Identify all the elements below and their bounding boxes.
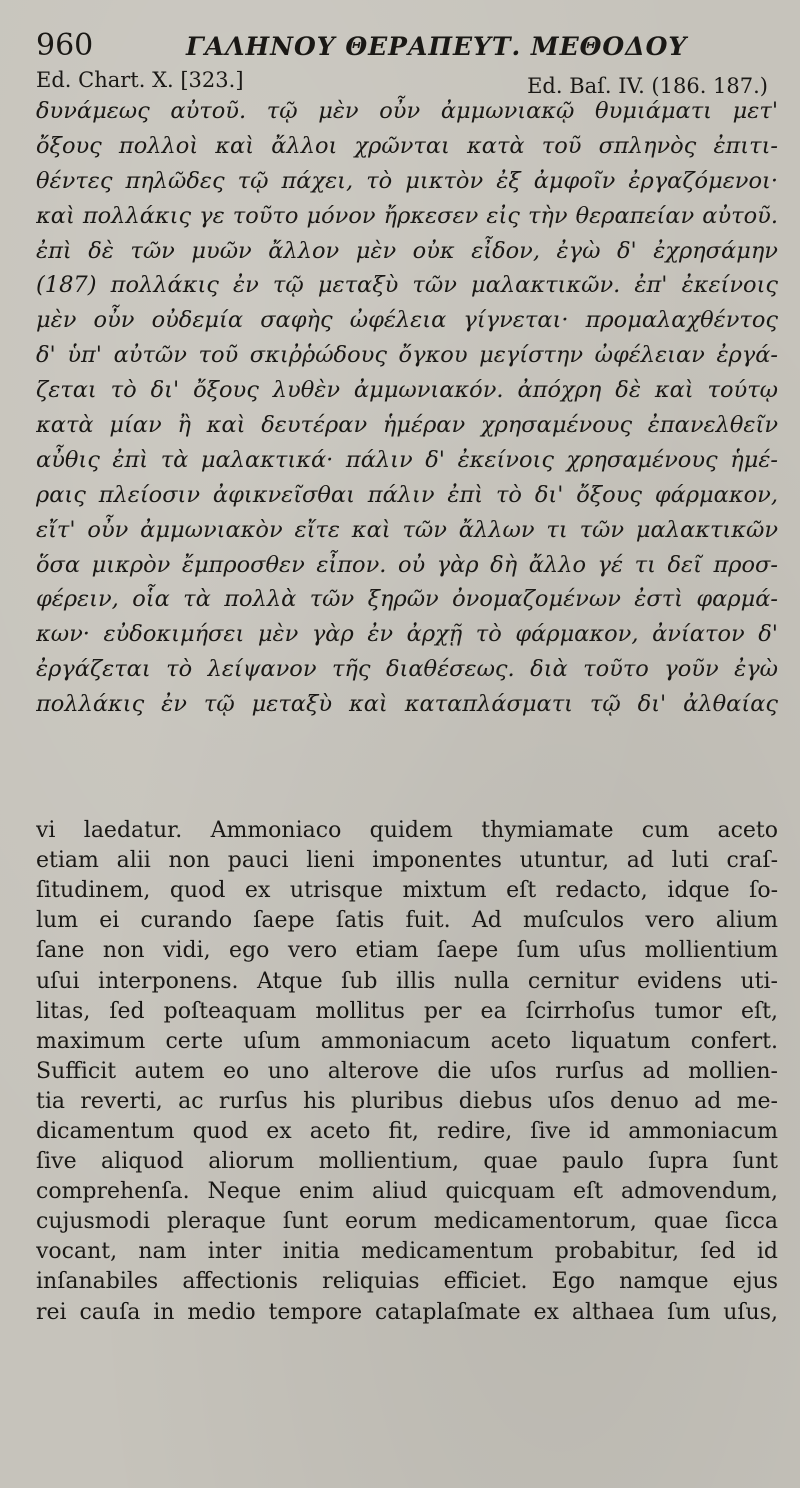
greek-text-line: δυνάμεως αὐτοῦ. τῷ μὲν οὖν ἀμμωνιακῷ θυμιάματι μετ'	[36, 98, 778, 124]
latin-text-line: comprehenſa. Neque enim aliud quicquam eſt admovendum,	[36, 1179, 778, 1205]
page-number: 960	[36, 28, 94, 63]
greek-text-line: ἐργάζεται τὸ λείψανον τῆς διαθέσεως. διὰ τοῦτο γοῦν ἐγὼ	[36, 656, 778, 683]
latin-text-line: uſui interponens. Atque ſub illis nulla cernitur evidens uti-	[36, 968, 778, 994]
edition-basel-ref: Ed. Baſ. IV. (186. 187.)	[527, 74, 768, 98]
greek-text-line: κατὰ μίαν ἢ καὶ δευτέραν ἡμέραν χρησαμένους ἐπανελθεῖν	[36, 412, 778, 439]
latin-text-line: tia reverti, ac rurſus his pluribus diebus uſos denuo ad me-	[36, 1088, 778, 1114]
page-header	[36, 28, 778, 68]
latin-text-line: vocant, nam inter initia medicamentum probabitur, ſed id	[36, 1239, 778, 1265]
latin-text-block	[36, 816, 778, 1328]
greek-text-line: (187) πολλάκις ἐν τῷ μεταξὺ τῶν μαλακτικῶν. ἐπ' ἐκείνοις	[36, 272, 778, 299]
greek-text-line: πολλάκις ἐν τῷ μεταξὺ καὶ καταπλάσματι τῷ δι' ἀλθαίας	[36, 691, 778, 718]
latin-text-line: rei cauſa in medio tempore cataplaſmate ex althaea ſum uſus,	[36, 1299, 778, 1325]
latin-text-line: litas, ſed poſteaquam mollitus per ea ſcirrhoſus tumor eſt,	[36, 998, 778, 1024]
running-title: ΓΑΛΗΝΟΥ ΘΕΡΑΠΕΥΤ. ΜΕΘΟΔΟΥ	[186, 32, 688, 61]
edition-chartier-ref: Ed. Chart. X. [323.]	[36, 68, 244, 92]
greek-text-line: καὶ πολλάκις γε τοῦτο μόνον ἤρκεσεν εἰς τὴν θεραπείαν αὐτοῦ.	[36, 202, 778, 229]
greek-text-line: δ' ὑπ' αὐτῶν τοῦ σκιῤῥώδους ὄγκου μεγίστην ὠφέλειαν ἐργά-	[36, 342, 778, 369]
latin-text-line: ſitudinem, quod ex utrisque mixtum eſt redacto, idque ſo-	[36, 878, 778, 904]
greek-text-line: ἐπὶ δὲ τῶν μυῶν ἄλλον μὲν οὐκ εἶδον, ἐγὼ δ' ἐχρησάμην	[36, 237, 778, 264]
latin-text-line: etiam alii non pauci lieni imponentes utuntur, ad luti craſ-	[36, 848, 778, 874]
greek-text-line: φέρειν, οἷα τὰ πολλὰ τῶν ξηρῶν ὀνομαζομένων ἐστὶ φαρμά-	[36, 586, 778, 613]
latin-text-line: ſive aliquod aliorum mollientium, quae paulo ſupra ſunt	[36, 1149, 778, 1175]
greek-text-line: ὄξους πολλοὶ καὶ ἄλλοι χρῶνται κατὰ τοῦ σπληνὸς ἐπιτι-	[36, 132, 778, 159]
latin-text-line: Sufficit autem eo uno alterove die uſos rurſus ad mollien-	[36, 1058, 778, 1084]
latin-text-line: ſane non vidi, ego vero etiam ſaepe ſum uſus mollientium	[36, 938, 778, 964]
greek-text-line: ζεται τὸ δι' ὄξους λυθὲν ἀμμωνιακόν. ἀπόχρη δὲ καὶ τούτῳ	[36, 377, 778, 404]
edition-references	[36, 68, 778, 98]
latin-text-line: vi laedatur. Ammoniaco quidem thymiamate cum aceto	[36, 818, 778, 844]
latin-text-line: maximum certe uſum ammoniacum aceto liquatum confert.	[36, 1028, 778, 1054]
greek-text-line: αὖθις ἐπὶ τὰ μαλακτικά· πάλιν δ' ἐκείνοις χρησαμένους ἡμέ-	[36, 446, 778, 473]
latin-text-line: lum ei curando ſaepe ſatis fuit. Ad muſculos vero alium	[36, 908, 778, 934]
greek-text-line: θέντες πηλῶδες τῷ πάχει, τὸ μικτὸν ἐξ ἀμφοῖν ἐργαζόμενοι·	[36, 167, 778, 194]
greek-text-line: μὲν οὖν οὐδεμία σαφὴς ὠφέλεια γίγνεται· προμαλαχθέντος	[36, 307, 778, 334]
latin-text-line: cujusmodi pleraque ſunt eorum medicamentorum, quae ſicca	[36, 1209, 778, 1235]
greek-text-line: εἴτ' οὖν ἀμμωνιακὸν εἴτε καὶ τῶν ἄλλων τι τῶν μαλακτικῶν	[36, 516, 778, 543]
greek-text-line: ραις πλείοσιν ἀφικνεῖσθαι πάλιν ἐπὶ τὸ δι' ὄξους φάρμακον,	[36, 481, 778, 508]
greek-text-block	[36, 94, 778, 722]
latin-text-line: dicamentum quod ex aceto fit, redire, ſive id ammoniacum	[36, 1118, 778, 1144]
latin-text-line: inſanabiles affectionis reliquias efficiet. Ego namque ejus	[36, 1269, 778, 1295]
greek-text-line: κων· εὐδοκιμήσει μὲν γὰρ ἐν ἀρχῇ τὸ φάρμακον, ἀνίατον δ'	[36, 621, 778, 648]
greek-text-line: ὅσα μικρὸν ἔμπροσθεν εἶπον. οὐ γὰρ δὴ ἄλλο γέ τι δεῖ προσ-	[36, 551, 778, 578]
